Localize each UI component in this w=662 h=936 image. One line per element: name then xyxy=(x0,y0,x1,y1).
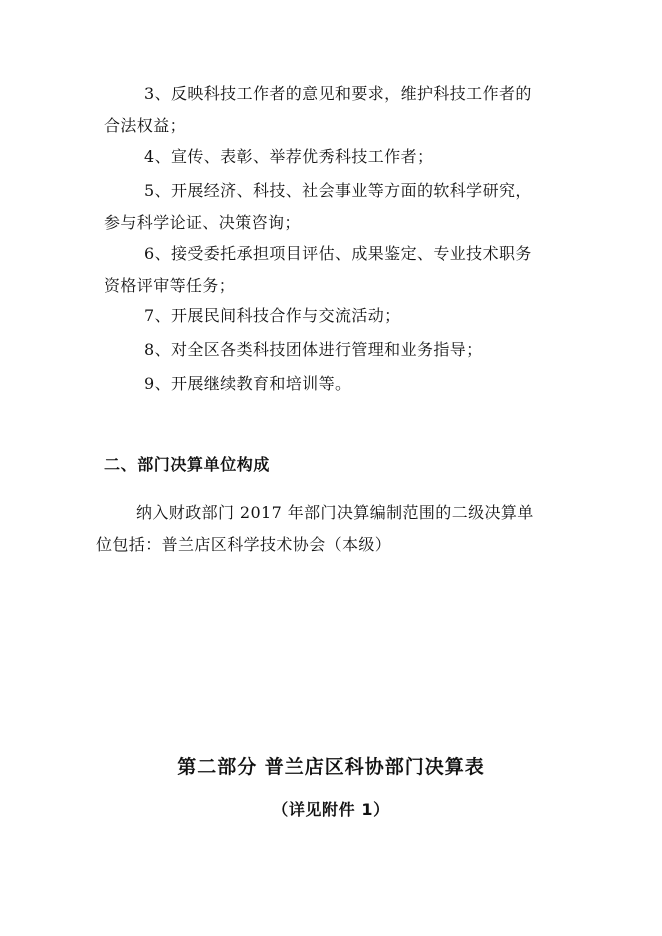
duty-item-3 xyxy=(104,78,574,142)
duty-item-9 xyxy=(104,368,574,400)
duty-item-7-line1: 7、开展民间科技合作与交流活动； xyxy=(144,306,401,325)
duty-item-5-line2: 参与科学论证、决策咨询； xyxy=(104,213,301,232)
duty-item-5 xyxy=(104,175,574,239)
duty-item-5-line1: 5、开展经济、科技、社会事业等方面的软科学研究， xyxy=(144,181,532,200)
duty-item-8 xyxy=(104,334,574,366)
duty-item-8-line1: 8、对全区各类科技团体进行管理和业务指导； xyxy=(144,340,483,359)
duty-item-3-line2: 合法权益； xyxy=(104,116,187,135)
section-2-body-line2: 位包括：普兰店区科学技术协会（本级） xyxy=(96,535,392,554)
duty-item-3-line1: 3、反映科技工作者的意见和要求，维护科技工作者的 xyxy=(144,84,532,103)
duty-item-7 xyxy=(104,300,574,332)
section-2-heading: 二、部门决算单位构成 xyxy=(104,455,271,474)
section-2-body xyxy=(96,497,576,561)
duty-item-6 xyxy=(104,238,574,302)
duty-item-4-line1: 4、宣传、表彰、举荐优秀科技工作者； xyxy=(144,147,434,166)
section-2-body-line1: 纳入财政部门 2017 年部门决算编制范围的二级决算单 xyxy=(136,503,534,522)
duty-item-6-line2: 资格评审等任务； xyxy=(104,276,236,295)
duty-item-4 xyxy=(104,141,574,173)
duty-item-9-line1: 9、开展继续教育和培训等。 xyxy=(144,374,352,393)
part-2-subtitle: （详见附件 1） xyxy=(272,800,390,819)
part-2-title: 第二部分 普兰店区科协部门决算表 xyxy=(177,756,485,778)
duty-item-6-line1: 6、接受委托承担项目评估、成果鉴定、专业技术职务 xyxy=(144,244,532,263)
